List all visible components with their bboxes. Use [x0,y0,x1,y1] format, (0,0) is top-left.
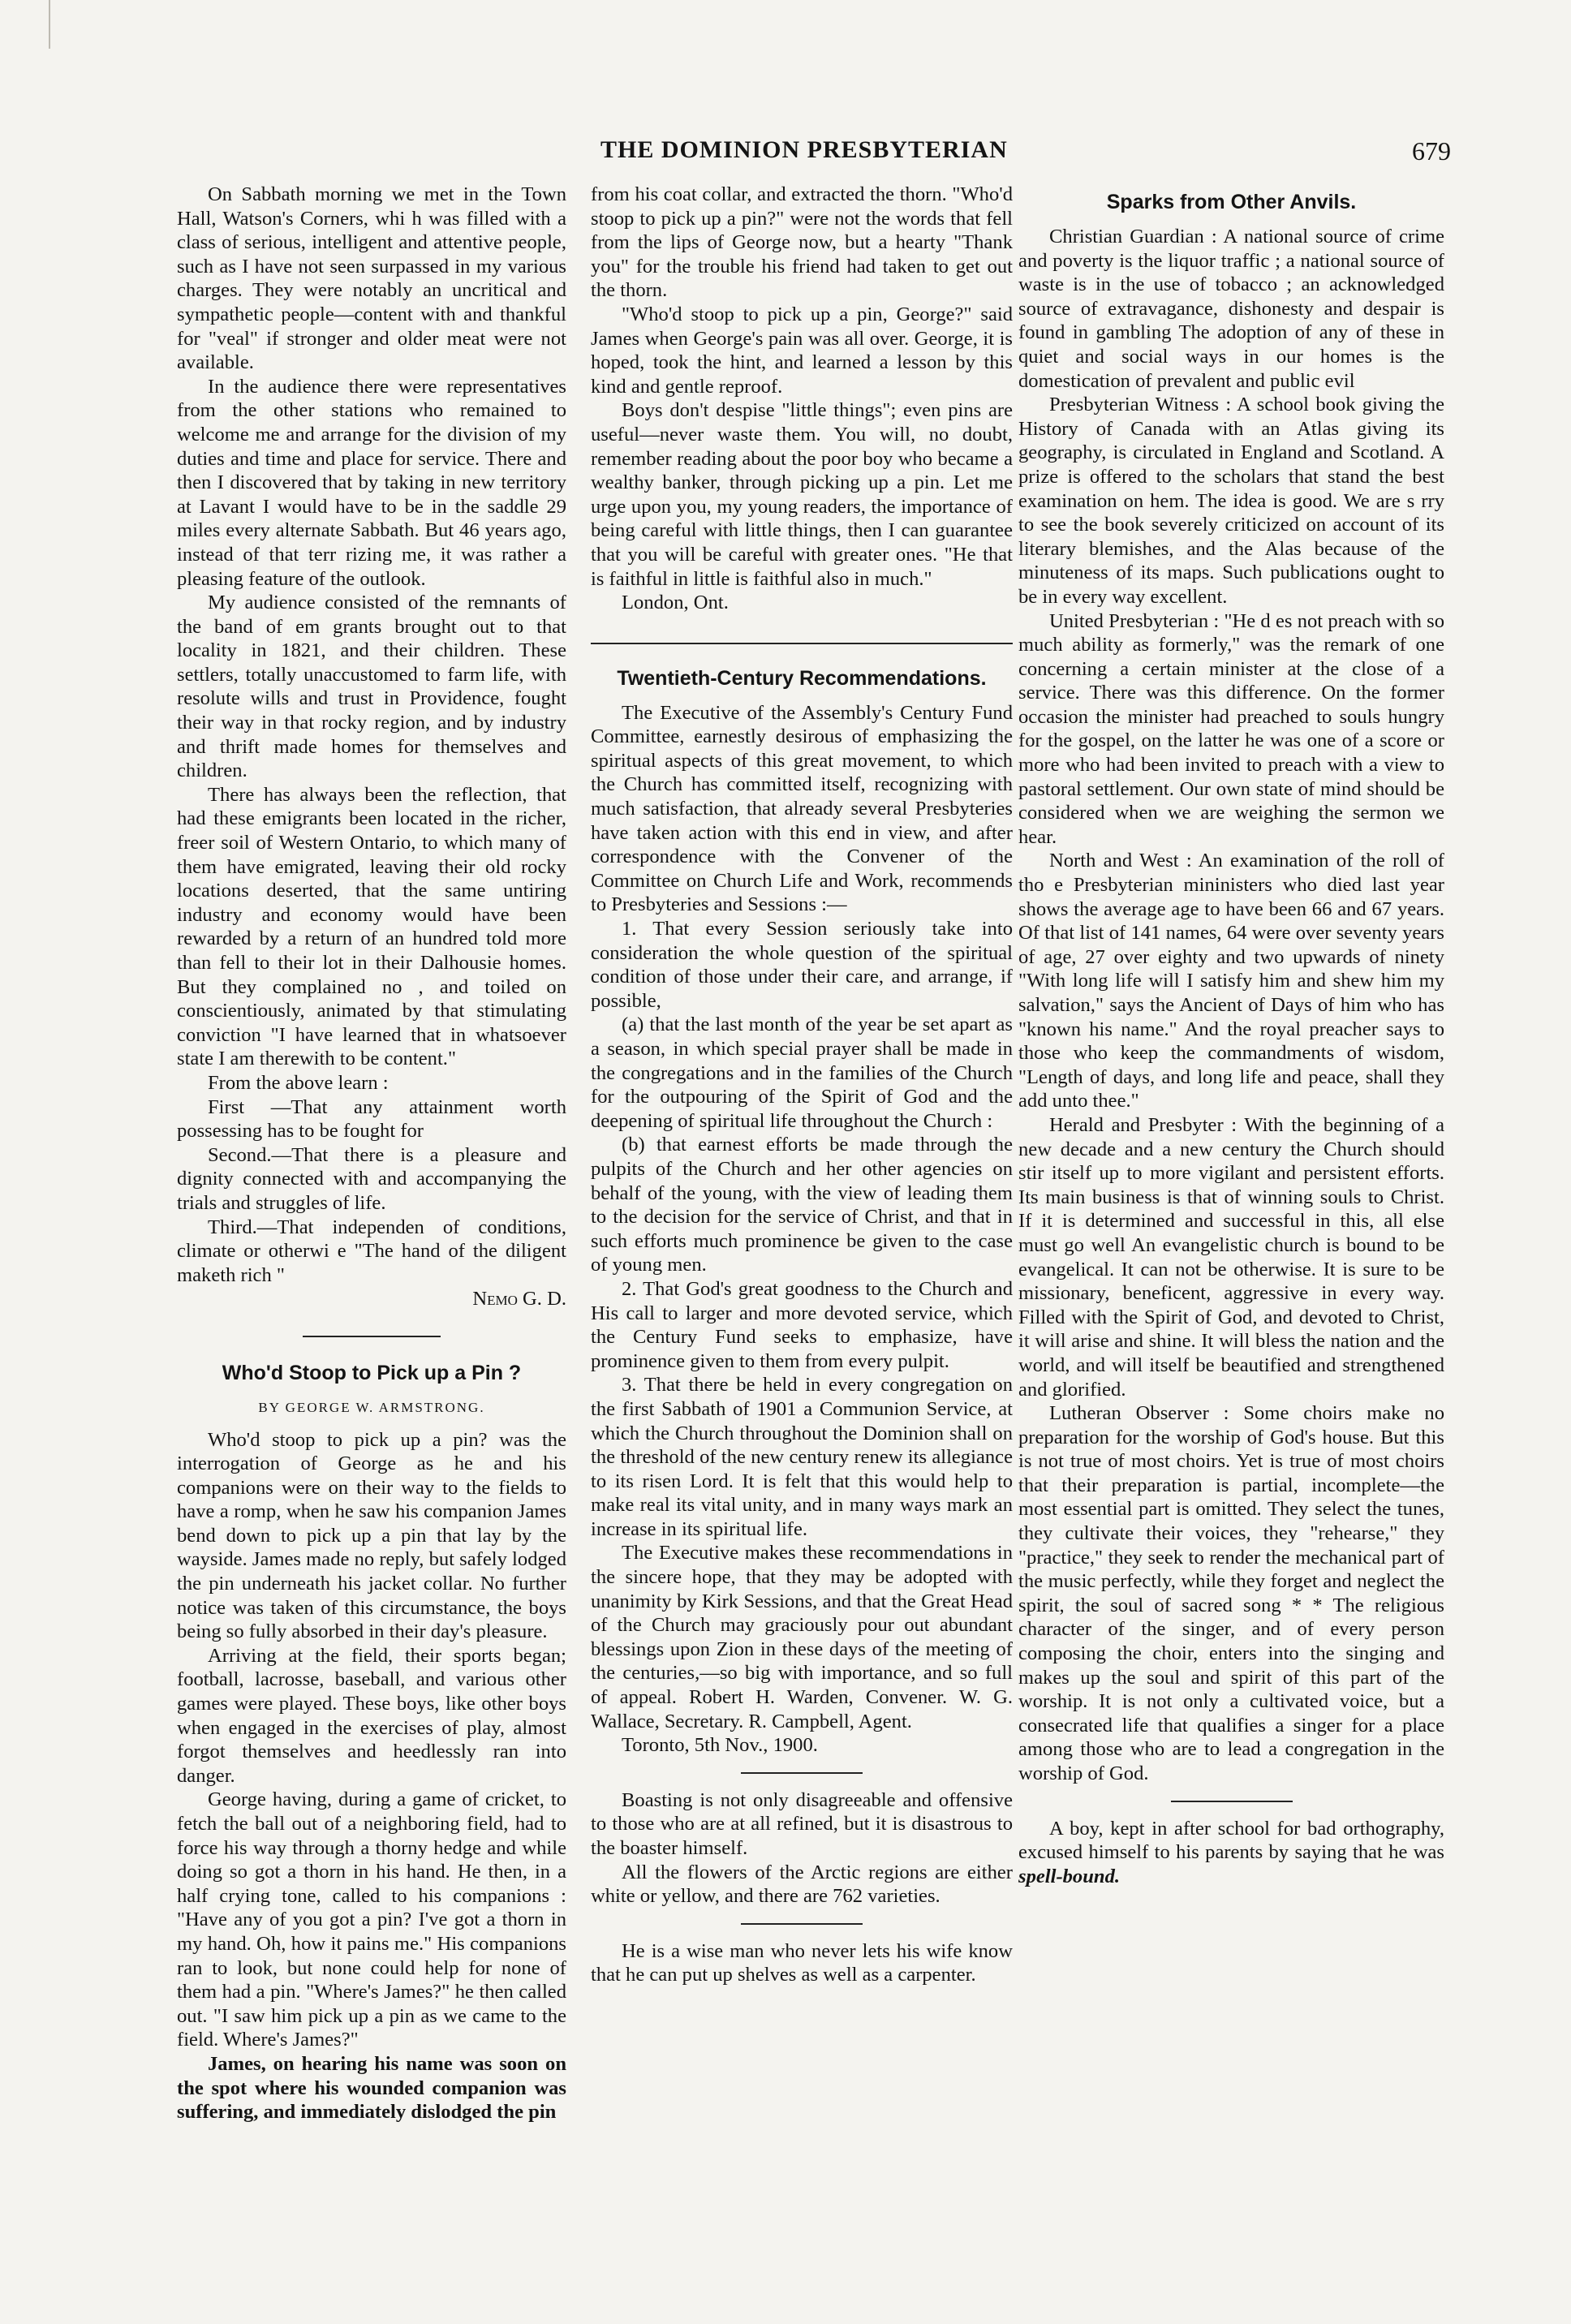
paragraph: Second.—That there is a pleasure and dignity connected with and accompanying the trials and struggles of life. [177,1143,566,1214]
column-1 [177,183,566,2124]
filler-paragraph: All the flowers of the Arctic regions are either white or yellow, and there are 762 varieties. [591,1861,1013,1908]
paragraph: London, Ont. [622,592,729,614]
article-title: Who'd Stoop to Pick up a Pin ? [222,1361,522,1384]
article-title: Sparks from Other Anvils. [1106,191,1357,213]
column-3 [1018,183,1444,1888]
paragraph: From the above learn : [208,1071,389,1094]
paragraph: (a) that the last month of the year be set apart as a season, in which special prayer shall be made in the congregations and in the families of the Church for the outpouring of the Spirit of God and the deepening of spiritual life throughout the Church : [591,1014,1013,1132]
filler-paragraph: Boasting is not only disagreeable and offensive to those who are at all refined, but it is disastrous to the boaster himself. [591,1788,1013,1859]
section-divider [741,1923,863,1925]
paragraph: Boys don't despise "little things"; even pins are useful—never waste them. You will, no doubt, remember reading about the poor boy who became a wealthy banker, through picking up a pin. Let me urge upon you, my young readers, the importance of being careful with little things, then I can guarantee that you will be careful with greater ones. "He that is faithful in little is faithful also in much." [591,399,1013,590]
paragraph: The Executive of the Assembly's Century Fund Committee, earnestly desirous of emphasizing the spiritual aspects of this great movement, to which the Church has committed itself, recognizing with much satisfaction, that already several Presbyteries have taken action with this end in view, and after correspondence with the Convener of the Committee on Church Life and Work, recommends to Presbyteries and Sessions :— [591,701,1013,916]
paragraph: 3. That there be held in every congregation on the first Sabbath of 1901 a Communion Service, at which the Church throughout the Dominion shall on the threshold of the new century renew its allegiance to its risen Lord. It is felt that this would help to make real its vital unity, and in many ways mark an increase in its spiritual life. [591,1374,1013,1540]
column-2 [591,183,1013,1987]
article-byline: BY GEORGE W. ARMSTRONG. [258,1399,485,1415]
section-divider [303,1336,441,1337]
running-title: THE DOMINION PRESBYTERIAN [600,136,1008,163]
paragraph: Arriving at the field, their sports began; football, lacrosse, baseball, and various other games were played. These boys, like other boys when engaged in the exercises of play, almost forgot themselves and heedlessly ran into danger. [177,1644,566,1787]
page-number: 679 [1412,136,1451,166]
filler-text: A boy, kept in after school for bad orthography, excused himself to his parents by saying that he was [1018,1817,1444,1864]
filler-paragraph [1018,1817,1444,1889]
paragraph: United Presbyterian : "He d es not preach with so much ability as formerly," was the remark of one concerning a certain minister at the close of a service. There was this difference. On the former occasion the minister had preached to souls hungry for the gospel, on the latter he was one of a score or more who had been invited to preach with a view to pastoral settlement. Our own state of mind should be considered when we are weighing the sermon we hear. [1018,609,1444,848]
paragraph: from his coat collar, and extracted the thorn. "Who'd stoop to pick up a pin?" were not the words that fell from the lips of George now, but a hearty "Thank you" for the trouble his friend had taken to get out the thorn. [591,183,1013,302]
section-divider [741,1772,863,1774]
filler-emphasis: spell-bound. [1018,1865,1121,1887]
paragraph: Presbyterian Witness : A school book giving the History of Canada with an Atlas giving its geography, is circulated in England and Scotland. A prize is offered to the scholars that stand the best examination on hem. The idea is good. We are s rry to see the book severely criticized on account of its literary blemishes, and the Alas because of the minuteness of its maps. Such publications ought to be in every way excellent. [1018,394,1444,608]
signature: Nemo G. D. [472,1288,566,1310]
filler-paragraph: He is a wise man who never lets his wife know that he can put up shelves as well as a carpenter. [591,1939,1013,1986]
paragraph: Herald and Presbyter : With the beginning of a new decade and a new century the Church should stir itself up to more vigilant and persistent efforts. Its main business is that of winning souls to Christ. If it is determined and successful in this, all else must go well An evangelistic church is bound to be evangelical. It can not be otherwise. It is sure to be missionary, beneficent, aggressive in every way. Filled with the Spirit of God, and devoted to Christ, it will arise and shine. It will bless the nation and the world, and will itself be beautified and strengthened and glorified. [1018,1113,1444,1401]
paragraph: (b) that earnest efforts be made through the pulpits of the Church and her other agencies on behalf of the young, with the view of leading them to the decision for the service of Christ, and that in such efforts much prominence be given to the case of young men. [591,1134,1013,1276]
paragraph: On Sabbath morning we met in the Town Hall, Watson's Corners, whi h was filled with a class of serious, intelligent and attentive people, such as I have not seen surpassed in my various charges. They were notably an uncritical and sympathetic people—content with and thankful for "veal" if stronger and older meat were not available. [177,183,566,374]
paragraph: First —That any attainment worth possessing has to be fought for [177,1095,566,1143]
paragraph: James, on hearing his name was soon on the spot where his wounded companion was suffering, and immediately dislodged the pin [177,2052,566,2124]
paragraph: 2. That God's great goodness to the Church and His call to larger and more devoted service, which the Century Fund seeks to emphasize, have prominence given to them from every pulpit. [591,1277,1013,1372]
paragraph: "Who'd stoop to pick up a pin, George?" said James when George's pain was all over. George, it is hoped, took the hint, and learned a lesson by this kind and gentle reproof. [591,303,1013,398]
paragraph: In the audience there were representatives from the other stations who remained to welcome me and arrange for the division of my duties and time and place for service. There and then I discovered that by taking in new territory at Lavant I would have to be in the saddle 29 miles every alternate Sabbath. But 46 years ago, instead of that terr rizing me, it was rather a pleasing feature of the outlook. [177,375,566,590]
paragraph: Third.—That independen of conditions, climate or otherwi e "The hand of the diligent maketh rich " [177,1216,566,1286]
paragraph: Who'd stoop to pick up a pin? was the interrogation of George as he and his companions were on their way to the fields to have a romp, when he saw his companion James bend down to pick up a pin that lay by the wayside. James made no reply, but safely lodged the pin underneath his jacket collar. No further notice was taken of this circumstance, the boys being so fully absorbed in their day's pleasure. [177,1428,566,1643]
scan-edge-mark [49,0,50,49]
article-title: Twentieth-Century Recommendations. [617,666,987,690]
paragraph: George having, during a game of cricket, to fetch the ball out of a neighboring field, had to force his way through a thorny hedge and while doing so got a thorn in his hand. He then, in a half crying tone, called to his companions : "Have any of you got a pin? I've got a thorn in my hand. Oh, how it pains me." His companions ran to look, but none could help for none of them had a pin. "Where's James?" he then called out. "I saw him pick up a pin as we came to the field. Where's James?" [177,1788,566,2051]
paragraph: The Executive makes these recommendations in the sincere hope, that they may be adopted with unanimity by Kirk Sessions, and that the Great Head of the Church may graciously pour out abundant blessings upon Zion in these days of the meeting of the centuries,—so big with importance, and so full of appeal. Robert H. Warden, Convener. W. G. Wallace, Secretary. R. Campbell, Agent. [591,1542,1013,1732]
page-header [600,136,1461,177]
section-divider [1171,1801,1293,1802]
paragraph: North and West : An examination of the roll of tho e Presbyterian mininisters who died last year shows the average age to have been 66 and 67 years. Of that list of 141 names, 64 were over seventy years of age, 27 over eighty and two upwards of ninety "With long life will I satisfy him and shew him my salvation," says the Ancient of Days of him who has "known his name." And the royal preacher says to those who keep the commandments of wisdom, "Length of days, and long life and peace, shall they add unto thee." [1018,850,1444,1113]
paragraph: Lutheran Observer : Some choirs make no preparation for the worship of God's house. But this is not true of most choirs. Yet is true of most choirs that their preparation is partial, incomplete—the most essential part is omitted. They select the tunes, they cultivate their voices, they "rehearse," they "practice," they seek to render the mechanical part of the music perfectly, while they forget and neglect the spirit, the soul of sacred song * * The religious character of the singer, and of every person composing the choir, enters into the singing and makes up the soul and spirit of this part of the worship. It is not only a cultivated voice, but a consecrated life that qualifies a singer for a place among those who are to lead a congregation in the worship of God. [1018,1402,1444,1784]
dateline: Toronto, 5th Nov., 1900. [622,1734,818,1757]
section-rule [591,643,1013,644]
paragraph: There has always been the reflection, that had these emigrants been located in the richer, freer soil of Western Ontario, to which many of them have emigrated, leaving their old rocky locations deserted, that the same untiring industry and economy would have been rewarded by a return of an hundred told more than fell to their lot in their Dalhousie homes. But they complained no , and toiled on conscientiously, animated by that stimulating conviction "I have learned that in whatsoever state I am therewith to be content." [177,783,566,1070]
paragraph: 1. That every Session seriously take into consideration the whole question of the spiritual condition of those under their care, and arrange, if possible, [591,918,1013,1012]
paragraph: My audience consisted of the remnants of the band of em grants brought out to that locality in 1821, and their children. These settlers, totally unaccustomed to farm life, with resolute wills and trust in Providence, fought their way in that rocky region, and by industry and thrift made homes for themselves and children. [177,592,566,782]
paragraph: Christian Guardian : A national source of crime and poverty is the liquor traffic ; a national source of waste is in the use of tobacco ; an acknowledged source of extravagance, dishonesty and despair is found in gambling The adoption of any of these in quiet and social ways in our homes is the domestication of prevalent and public evil [1018,226,1444,392]
